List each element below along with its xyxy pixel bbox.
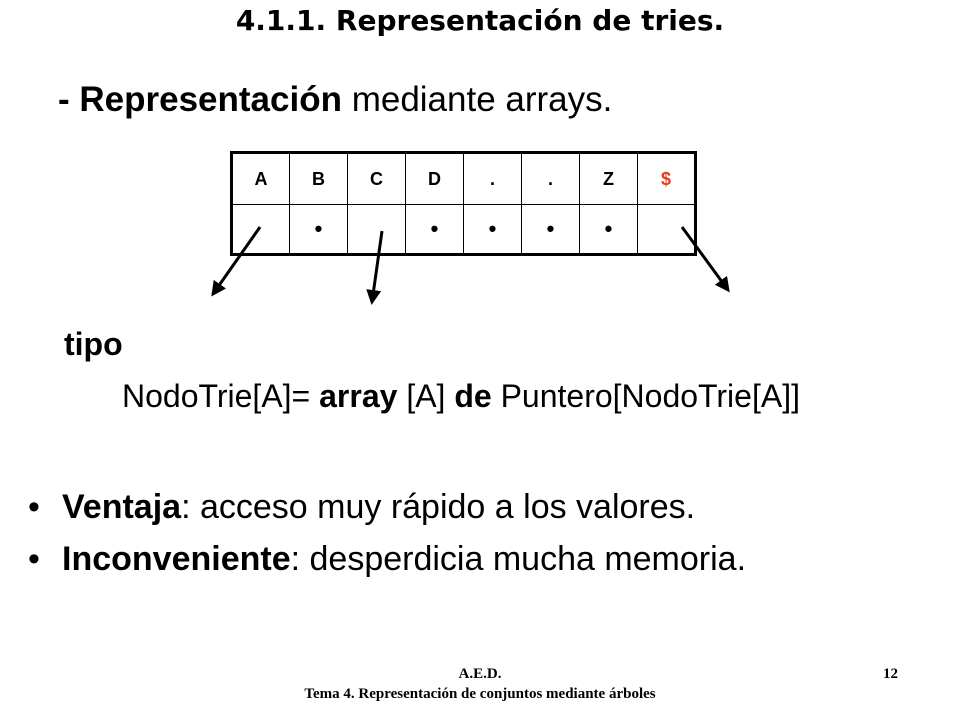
decl-lhs: NodoTrie[A]= [122,378,320,414]
trie-pointer-cell: • [406,205,464,255]
bullet-term: Inconveniente [62,540,291,578]
trie-header-cell: . [464,153,522,205]
footer-page-number: 12 [883,666,898,682]
trie-header-cell: Z [580,153,638,205]
pointer-arrow-middle [372,231,382,302]
subtitle-rest: mediante arrays. [341,80,613,119]
pointer-arrow-right [682,227,728,290]
trie-pointer-cell: • [464,205,522,255]
slide-title: 4.1.1. Representación de tries. [235,4,725,37]
trie-header-cell: D [406,153,464,205]
bullet-list [28,488,746,592]
bullet-dot-icon: • [28,488,40,526]
decl-mid: [A] [397,378,455,414]
subtitle-bold: - Representación [58,80,342,119]
keyword-de: de [454,378,492,414]
keyword-array: array [319,378,398,414]
type-declaration [122,378,800,415]
trie-header-cell: B [290,153,348,205]
trie-pointer-cell: • [290,205,348,255]
footer-topic: Tema 4. Representación de conjuntos mediante árboles [304,686,656,702]
trie-header-cell: A [232,153,290,205]
footer-course: A.E.D. [458,666,502,682]
bullet-item-inconveniente [28,540,746,592]
bullet-term: Ventaja [62,488,182,526]
keyword-tipo: tipo [64,326,123,362]
pointer-arrow-left [213,227,260,294]
trie-header-cell: C [348,153,406,205]
trie-header-cell: . [522,153,580,205]
decl-rhs: Puntero[NodoTrie[A]] [491,378,800,414]
bullet-dot-icon: • [28,540,40,578]
bullet-text: : desperdicia mucha memoria. [290,540,747,578]
trie-pointer-cell: • [522,205,580,255]
bullet-item-ventaja [28,488,746,540]
trie-pointer-cell: • [580,205,638,255]
trie-header-cell-end: $ [638,153,696,205]
bullet-text: : acceso muy rápido a los valores. [181,488,696,526]
